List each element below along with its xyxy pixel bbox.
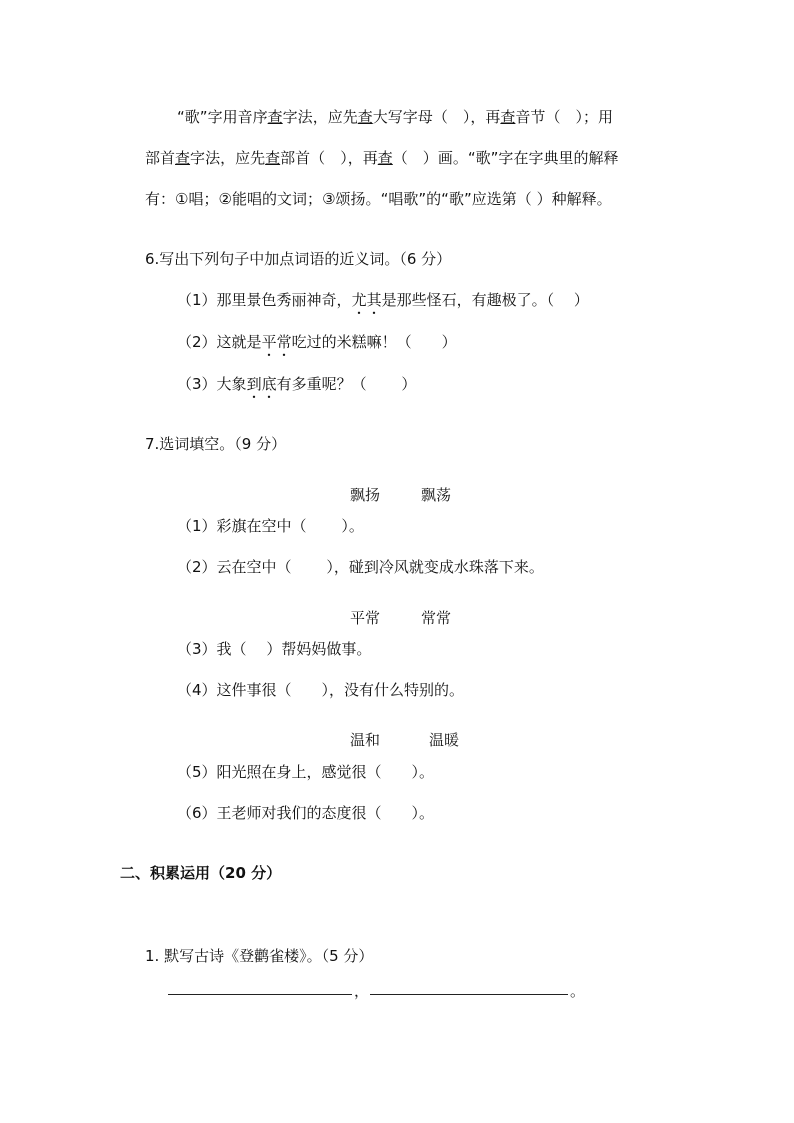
gē-paragraph-line-2: 部首查字法，应先查部首（ ），再查（ ）画。“歌”字在字典里的解释 (145, 149, 619, 167)
dotted-word: 平常 (261, 333, 292, 351)
q7-item-5: （5）阳光照在身上，感觉很（ ）。 (177, 763, 435, 781)
q7-choice-b-3: 温暖 (429, 731, 460, 749)
q7-choice-b-1: 飘荡 (421, 486, 452, 504)
q6-title: 6.写出下列句子中加点词语的近义词。（6 分） (145, 250, 452, 268)
q7-item-6: （6）王老师对我们的态度很（ ）。 (177, 804, 435, 822)
q6-item-num: （2） (177, 333, 217, 351)
q6-item-num: （1） (177, 291, 217, 309)
poem-question: 1. 默写古诗《登鹳雀楼》。（5 分） (145, 947, 374, 965)
gē-paragraph-line-3: 有：①唱；②能唱的文词；③颂扬。“唱歌”的“歌”应选第（ ）种解释。 (145, 190, 612, 208)
answer-blank-1[interactable] (168, 994, 352, 995)
q7-choice-b-2: 常常 (421, 609, 452, 627)
q7-title: 7.选词填空。（9 分） (145, 435, 287, 453)
q7-choice-a-1: 飘扬 (350, 486, 381, 504)
section-2-title: 二、积累运用（20 分） (120, 864, 282, 882)
answer-period: 。 (570, 982, 586, 1000)
q7-item-2: （2）云在空中（ ），碰到冷风就变成水珠落下来。 (177, 558, 544, 576)
dotted-word: 到底 (246, 375, 277, 393)
q6-item-num: （3） (177, 375, 217, 393)
q6-item-2: （2）这就是平常吃过的米糕嘛！（ ） (177, 333, 457, 351)
gē-paragraph-line-1: “歌”字用音序查字法，应先查大写字母（ ），再查音节（ ）；用 (177, 108, 614, 126)
q7-item-4: （4）这件事很（ ），没有什么特别的。 (177, 681, 465, 699)
q6-item-1: （1）那里景色秀丽神奇，尤其是那些怪石，有趣极了。（ ） (177, 291, 589, 309)
dotted-word: 尤其 (351, 291, 382, 309)
q6-item-3: （3）大象到底有多重呢？（ ） (177, 375, 417, 393)
q7-item-3: （3）我（ ）帮妈妈做事。 (177, 640, 372, 658)
q7-choice-a-2: 平常 (350, 609, 381, 627)
q7-choice-a-3: 温和 (350, 731, 381, 749)
q7-item-1: （1）彩旗在空中（ ）。 (177, 517, 364, 535)
answer-comma: ， (354, 982, 370, 1000)
answer-blank-2[interactable] (370, 994, 568, 995)
